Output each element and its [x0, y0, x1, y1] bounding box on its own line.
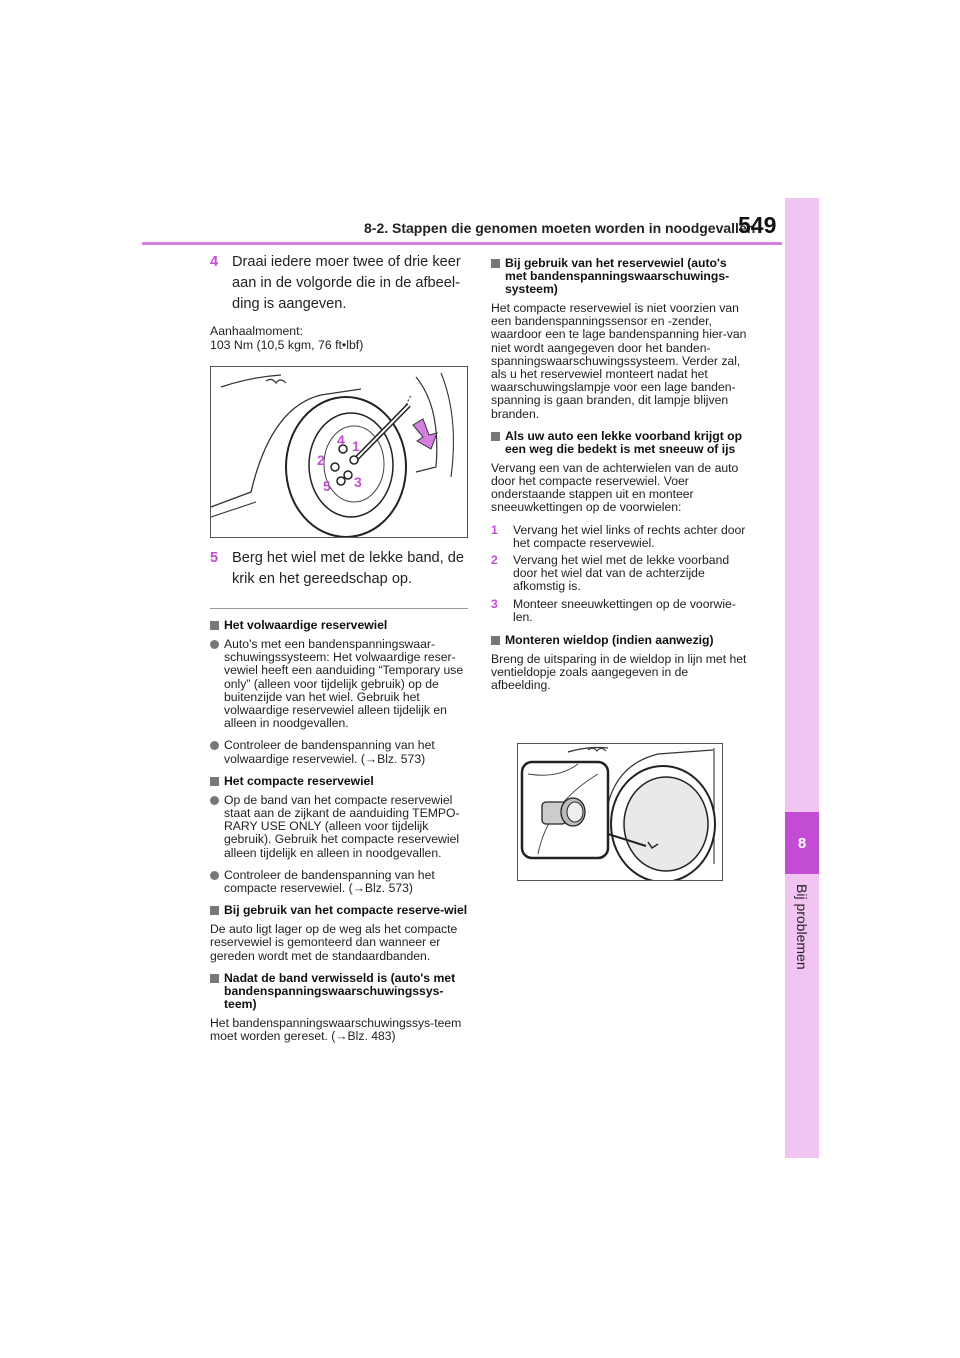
section-heading: Als uw auto een lekke voorband krijgt op een weg die bedekt is met sneeuw of ijs [491, 430, 749, 456]
nut-order-label-5: 5 [323, 478, 331, 494]
section-full-spare [210, 619, 468, 766]
list-item: 3 Monteer sneeuwkettingen op de voorwie-len. [491, 596, 736, 624]
torque-label: Aanhaalmoment: [210, 324, 303, 338]
section-heading: Het compacte reservewiel [210, 775, 468, 788]
list-item: Controleer de bandenspanning van het compacte reservewiel. (→Blz. 573) [210, 869, 468, 895]
square-bullet-icon [491, 636, 500, 645]
torque-value: 103 Nm (10,5 kgm, 76 ft•lbf) [210, 337, 364, 352]
step-number: 4 [210, 254, 219, 270]
chapter-number-badge: 8 [785, 812, 819, 874]
header-rule [142, 242, 782, 245]
section-text: Vervang een van de achterwielen van de auto door het compacte reservewiel. Voer onderstaande stappen uit en monteer sneeuwkettingen op de voorwielen: [491, 460, 739, 515]
right-column [491, 257, 749, 702]
list-item: 2 Vervang het wiel met de lekke voorband door het wiel dat van de achterzijde afkomstig is. [491, 553, 730, 594]
section-text: Breng de uitsparing in de wieldop in lijn met het ventieldopje zoals aangegeven in de afbeelding. [491, 652, 747, 693]
section-divider [210, 608, 468, 609]
section-after-tire-change [210, 972, 468, 1043]
section-snow-flat [491, 430, 749, 624]
section-text: Het bandenspanningswaarschuwingssys-teem moet worden gereset. (→Blz. 483) [210, 1015, 462, 1044]
section-heading: Bij gebruik van het compacte reserve-wiel [210, 904, 468, 917]
section-title: 8-2. Stappen die genomen moeten worden in noodgevallen [364, 220, 756, 236]
section-using-compact-spare [210, 904, 468, 963]
nut-order-label-2: 2 [317, 452, 325, 468]
chapter-label: Bij problemen [794, 884, 810, 970]
square-bullet-icon [210, 621, 219, 630]
page-number: 549 [738, 212, 777, 238]
wheel-illustration [211, 367, 467, 537]
wheel-nut-order-figure [210, 366, 468, 538]
circle-bullet-icon [210, 640, 219, 649]
wheel-cap-illustration [518, 744, 722, 880]
circle-bullet-icon [210, 796, 219, 805]
section-heading: Nadat de band verwisseld is (auto's met bandenspanningswaarschuwingssys-teem) [210, 972, 468, 1011]
nut-order-label-3: 3 [354, 474, 362, 490]
section-heading: Monteren wieldop (indien aanwezig) [491, 634, 749, 647]
circle-bullet-icon [210, 871, 219, 880]
step-number: 5 [210, 550, 219, 566]
torque-note [210, 325, 468, 352]
nut-order-label-4: 4 [337, 432, 345, 448]
list-item: 1 Vervang het wiel links of rechts achter door het compacte reservewiel. [491, 522, 746, 550]
square-bullet-icon [210, 906, 219, 915]
section-heading: Bij gebruik van het reservewiel (auto's met bandenspanningswaarschuwings-systeem) [491, 257, 749, 296]
step-4 [210, 252, 468, 315]
step-text: Draai iedere moer twee of drie keer aan in de volgorde die in de afbeel-ding is aangeven. [232, 254, 461, 312]
list-item: Op de band van het compacte reservewiel staat aan de zijkant de aanduiding TEMPO-RARY USE ONLY (alleen voor tijdelijk gebruik). Gebruik het compacte reservewiel alleen tijdelijk en alleen in noodgevallen. [210, 794, 468, 860]
section-heading: Het volwaardige reservewiel [210, 619, 468, 632]
square-bullet-icon [210, 777, 219, 786]
section-text: Het compacte reservewiel is niet voorzien van een bandenspanningssensor en -zender, waardoor een te lage bandenspanning hier-van niet wordt aangegeven door het banden-spanningswaarschuwingssysteem. Verder zal, als u het reservewiel monteert nadat het waarschuwingslampje voor een lage banden-spanning is gaan branden, dit lampje blijven branden. [491, 301, 747, 421]
step-5 [210, 548, 468, 590]
section-spare-tpms [491, 257, 749, 421]
nut-order-label-1: 1 [352, 438, 360, 454]
circle-bullet-icon [210, 741, 219, 750]
list-item: Controleer de bandenspanning van het volwaardige reservewiel. (→Blz. 573) [210, 739, 468, 765]
left-column [210, 252, 468, 1052]
square-bullet-icon [491, 432, 500, 441]
wheel-cap-figure [517, 743, 723, 881]
list-item: Auto's met een bandenspanningswaar-schuwingssysteem: Het volwaardige reser-vewiel heeft een aanduiding “Temporary use only” (alleen voor tijdelijk gebruik) op de buitenzijde van het wiel. Gebruik het volwaardige reservewiel alleen tijdelijk en alleen in noodgevallen. [210, 638, 468, 730]
step-text: Berg het wiel met de lekke band, de krik en het gereedschap op. [232, 550, 465, 587]
section-text: De auto ligt lager op de weg als het compacte reservewiel is gemonteerd dan wanneer er gereden wordt met de standaardbanden. [210, 922, 458, 963]
square-bullet-icon [210, 974, 219, 983]
square-bullet-icon [491, 259, 500, 268]
section-compact-spare [210, 775, 468, 895]
section-wheel-cap [491, 634, 749, 693]
